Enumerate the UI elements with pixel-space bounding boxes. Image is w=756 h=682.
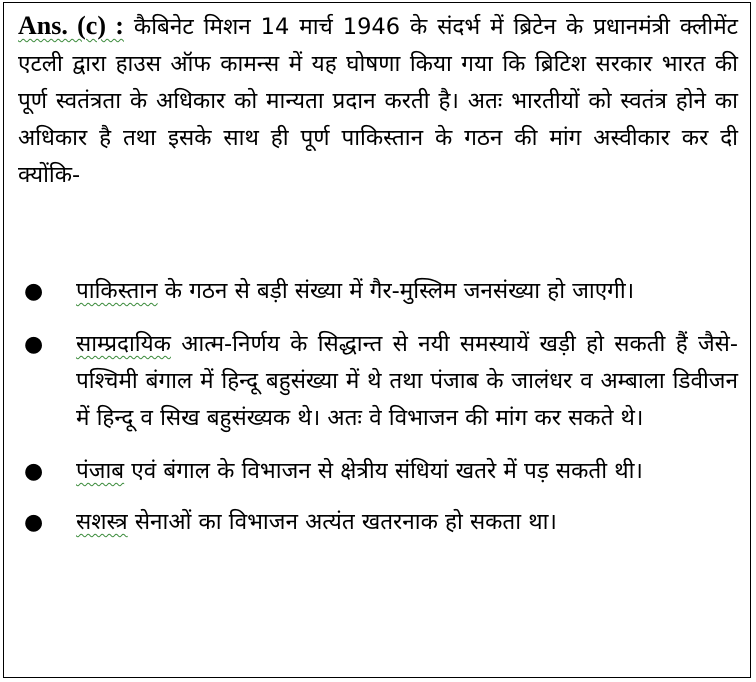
list-item: [4, 273, 750, 310]
answer-label: Ans. (c) :: [18, 11, 124, 40]
bullet-lead-word: सशस्त्र: [76, 509, 128, 535]
bullet-text: के गठन से बड़ी संख्या में गैर-मुस्लिम जनसंख्या हो जाएगी।: [157, 278, 635, 304]
bullet-lead-word: पंजाब: [76, 458, 125, 484]
answer-box: [3, 2, 751, 678]
bullet-icon: ●: [24, 279, 44, 304]
bullet-lead-word: साम्प्रदायिक: [76, 331, 171, 357]
bullet-lead-word: पाकिस्तान: [76, 278, 158, 304]
list-item: [4, 326, 750, 437]
bullet-icon: ●: [24, 332, 44, 357]
bullet-text: सेनाओं का विभाजन अत्यंत खतरनाक हो सकता था।: [127, 509, 557, 535]
bullet-icon: ●: [24, 510, 44, 535]
list-item: [4, 453, 750, 490]
bullet-text: आत्म-निर्णय के सिद्धान्त से नयी समस्यायें खड़ी हो सकती हैं जैसे- पश्चिमी बंगाल में हिन्दू बहुसंख्या में थे तथा पंजाब के जालंधर व अम्बाला डिवीजन में हिन्दू व सिख बहुसंख्यक थे। अतः वे विभाजन की मांग कर सकते थे।: [76, 331, 738, 431]
bullet-icon: ●: [24, 459, 44, 484]
answer-intro-text: कैबिनेट मिशन 14 मार्च 1946 के संदर्भ में ब्रिटेन के प्रधानमंत्री क्लीमेंट एटली द्वारा हाउस ऑफ कामन्स में यह घोषणा किया गया कि ब्रिटिश सरकार भारत की पूर्ण स्वतंत्रता के अधिकार को मान्यता प्रदान करती है। अतः भारतीयों को स्वतंत्र होने का अधिकार है तथा इसके साथ ही पूर्ण पाकिस्तान के गठन की मांग अस्वीकार कर दी क्योंकि-: [18, 14, 738, 188]
answer-paragraph: [18, 7, 738, 194]
reasons-list: [4, 273, 750, 541]
bullet-text: एवं बंगाल के विभाजन से क्षेत्रीय संधियां खतरे में पड़ सकती थी।: [124, 458, 643, 484]
list-item: [4, 504, 750, 541]
